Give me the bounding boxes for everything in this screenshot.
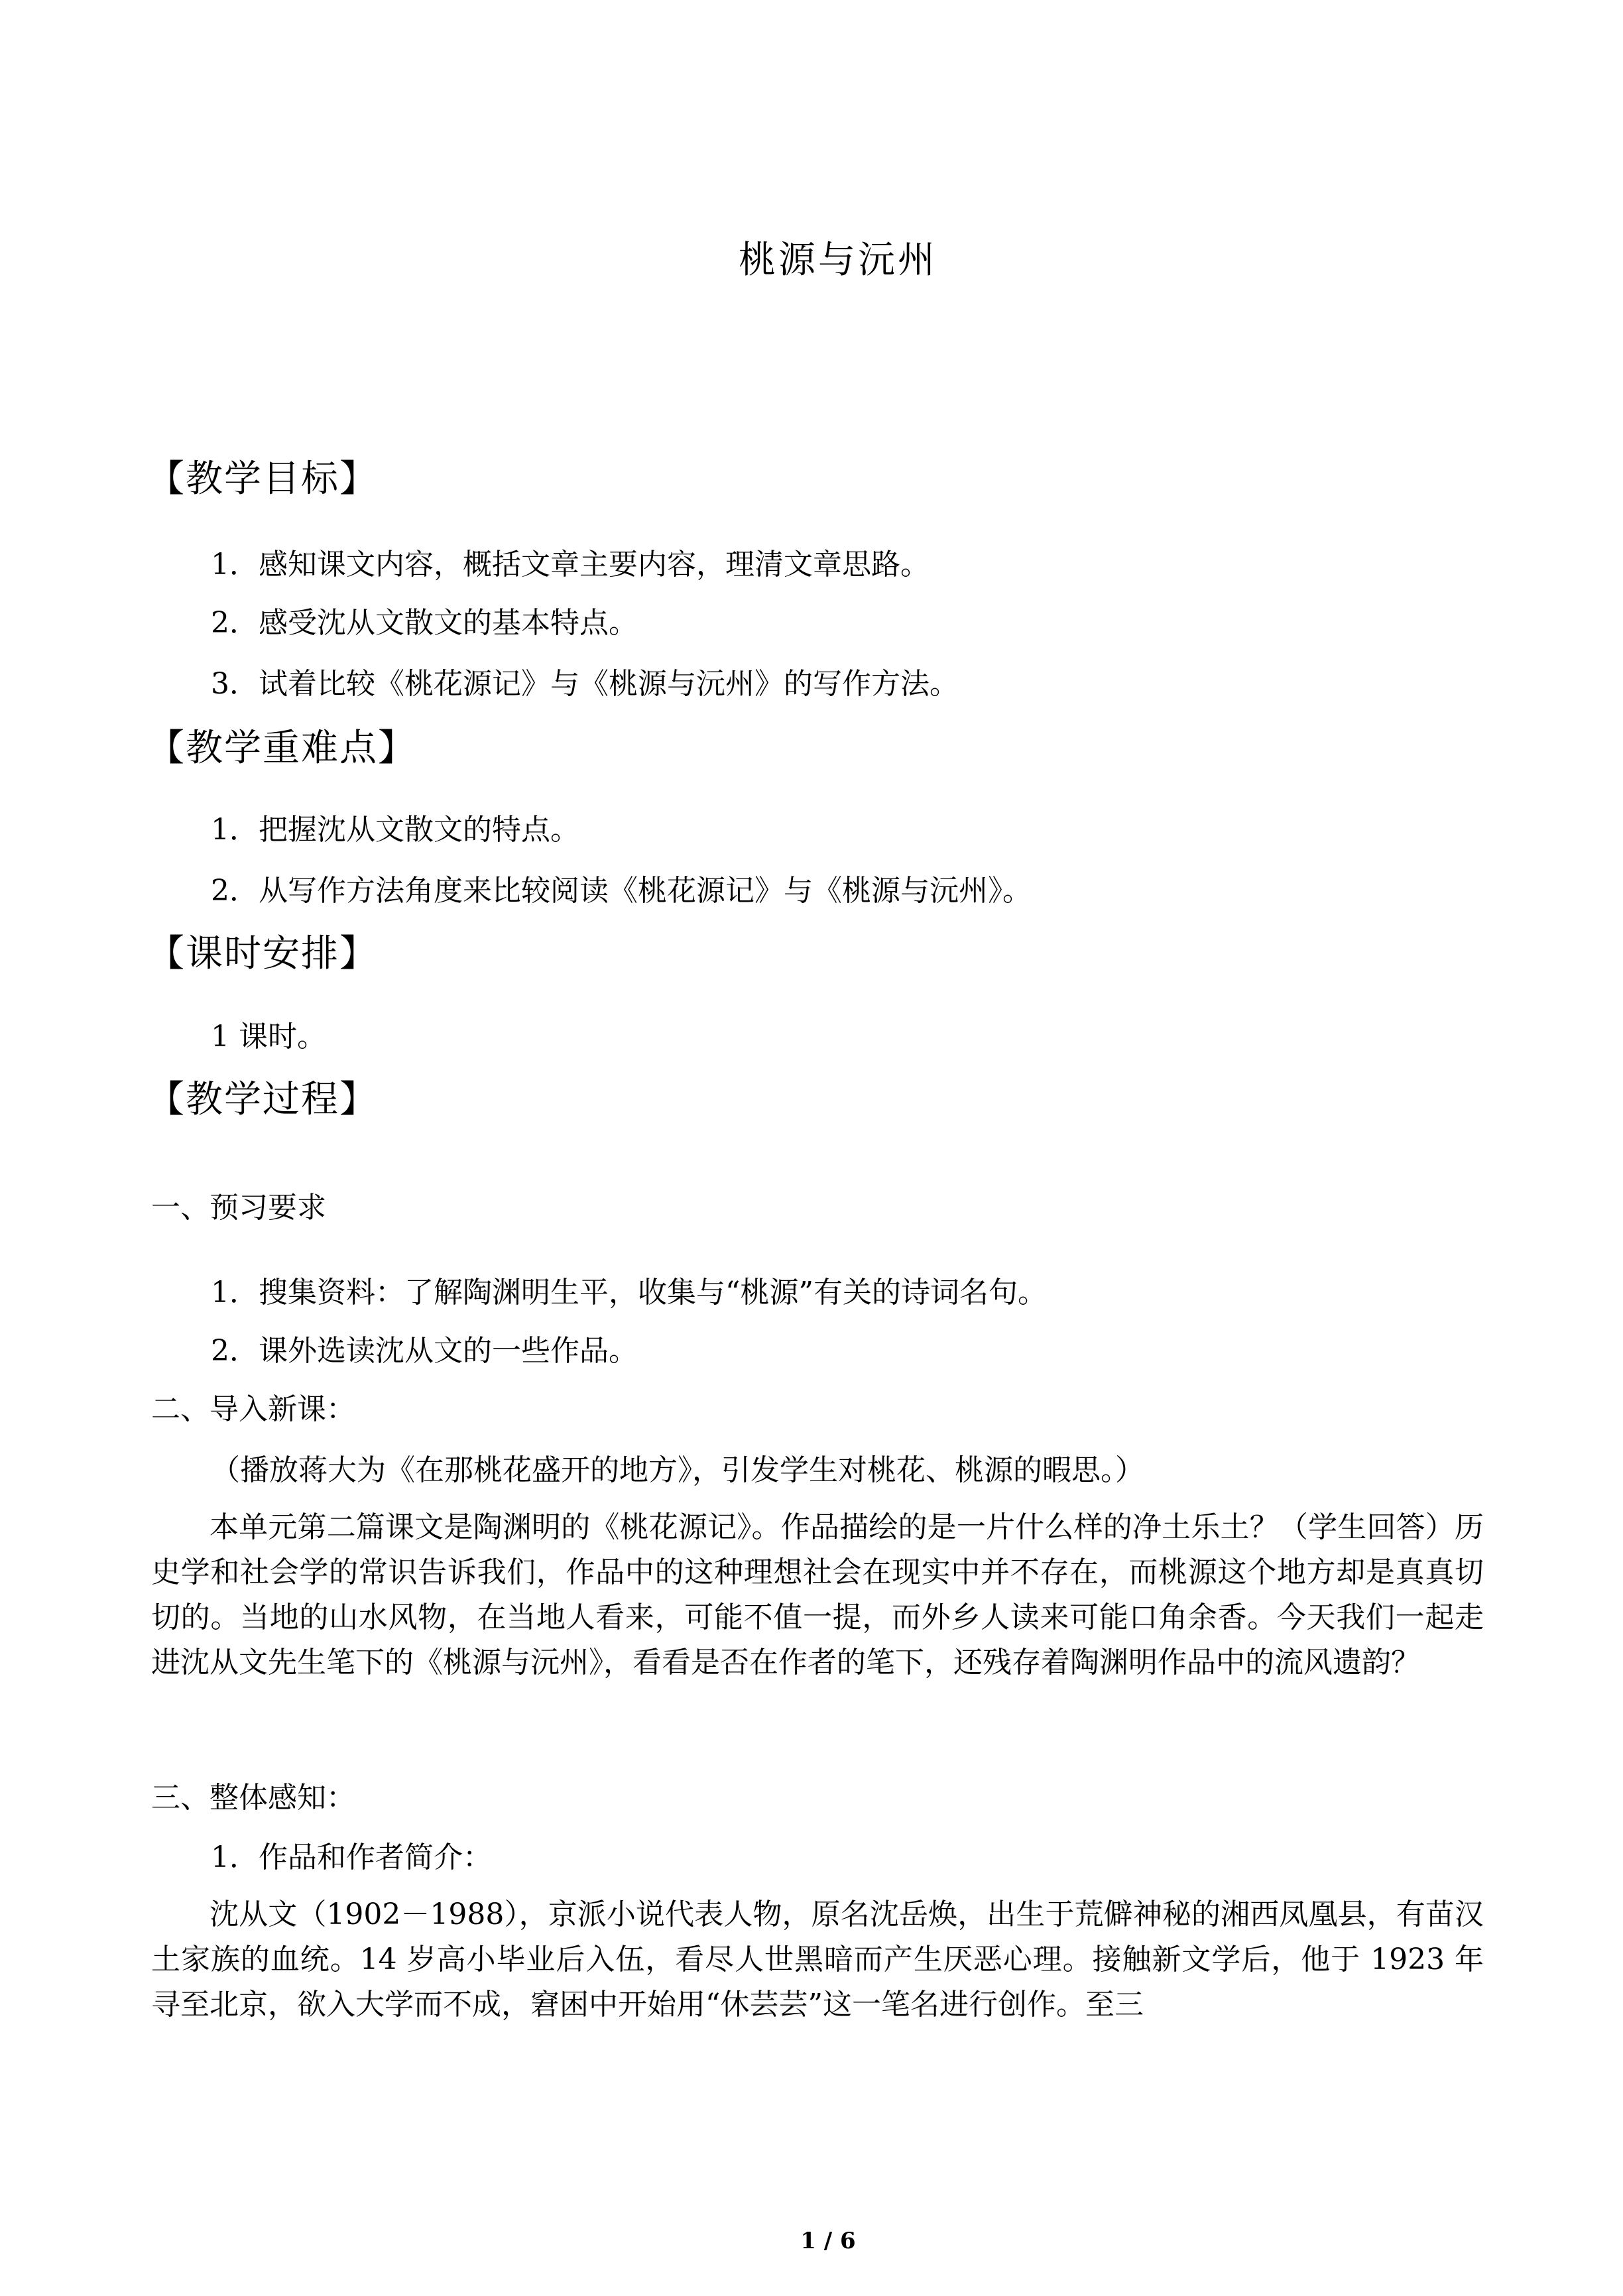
- heading-objectives: 【教学目标】: [147, 457, 378, 501]
- objective-item-3: 3．试着比较《桃花源记》与《桃源与沅州》的写作方法。: [211, 667, 959, 701]
- difficulty-item-1: 1．把握沈从文散文的特点。: [211, 813, 579, 847]
- difficulty-item-2: 2．从写作方法角度来比较阅读《桃花源记》与《桃源与沅州》。: [211, 874, 1032, 908]
- schedule-text: 1 课时。: [211, 1020, 326, 1054]
- page-number: 1 / 6: [800, 2228, 856, 2254]
- heading-schedule: 【课时安排】: [147, 932, 378, 975]
- process-part3-title: 三、整体感知：: [151, 1781, 355, 1815]
- objective-item-2: 2．感受沈从文散文的基本特点。: [211, 606, 638, 640]
- process-part2-title: 二、导入新课：: [151, 1392, 355, 1426]
- process-part1-item-1: 1．搜集资料：了解陶渊明生平，收集与“桃源”有关的诗词名句。: [211, 1276, 1047, 1309]
- process-part2-paragraph: 本单元第二篇课文是陶渊明的《桃花源记》。作品描绘的是一片什么样的净土乐土？（学生回答）历史学和社会学的常识告诉我们，作品中的这种理想社会在现实中并不存在，而桃源这个地方却是真真切切的。当地的山水风物，在当地人看来，可能不值一提，而外乡人读来可能口角余香。今天我们一起走进沈从文先生笔下的《桃源与沅州》，看看是否在作者的笔下，还残存着陶渊明作品中的流风遗韵？: [151, 1510, 1484, 1679]
- objective-item-1: 1．感知课文内容，概括文章主要内容，理清文章思路。: [211, 548, 930, 581]
- page-title: 桃源与沅州: [739, 239, 937, 282]
- process-part3-paragraph: 沈从文（1902－1988），京派小说代表人物，原名沈岳焕，出生于荒僻神秘的湘西凤凰县，有苗汉土家族的血统。14 岁高小毕业后入伍，看尽人世黑暗而产生厌恶心理。接触新文学后，他于 1923 年寻至北京，欲入大学而不成，窘困中开始用“休芸芸”这一笔名进行创作。至三: [151, 1898, 1484, 2022]
- heading-difficulties: 【教学重难点】: [147, 727, 416, 770]
- process-part3-subtitle: 1．作品和作者简介：: [211, 1841, 492, 1874]
- heading-process: 【教学过程】: [147, 1078, 378, 1121]
- process-part1-item-2: 2．课外选读沈从文的一些作品。: [211, 1334, 638, 1368]
- process-part1-title: 一、预习要求: [151, 1191, 326, 1225]
- process-part2-note: （播放蒋大为《在那桃花盛开的地方》，引发学生对桃花、桃源的暇思。）: [211, 1453, 1144, 1487]
